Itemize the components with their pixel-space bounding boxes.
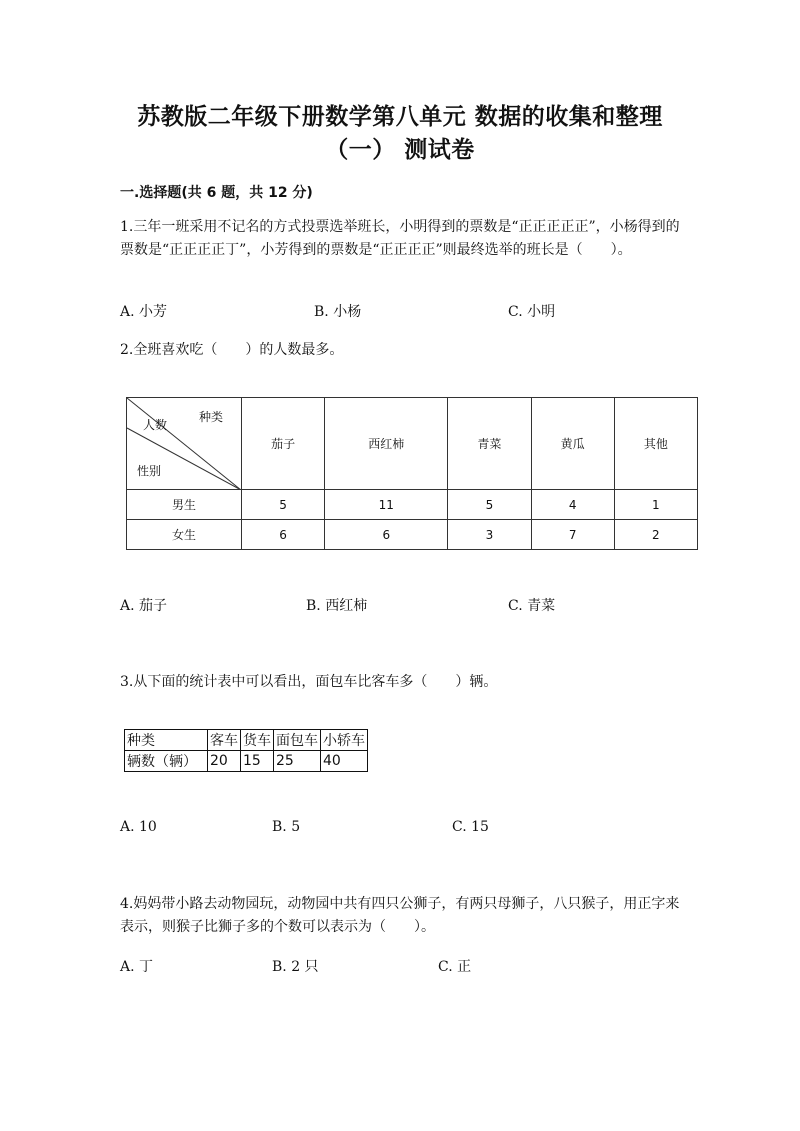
table-cell: 4 (531, 490, 614, 520)
table-cell: 6 (242, 520, 325, 550)
q1-option-b[interactable]: B. 小杨 (314, 304, 362, 320)
corner-label-gender: 性别 (137, 464, 162, 478)
table-header-cell: 青菜 (448, 398, 531, 490)
table-header-cell: 客车 (208, 730, 241, 751)
q3-vehicle-table (124, 729, 368, 772)
table-cell: 6 (325, 520, 448, 550)
question-4-text: 4.妈妈带小路去动物园玩，动物园中共有四只公狮子，有两只母狮子，八只猴子，用正字来表示，则猴子比狮子多的个数可以表示为（ ）。 (120, 896, 680, 935)
q2-vegetable-table (126, 397, 698, 550)
section-heading: 一.选择题(共 6 题，共 12 分) (120, 185, 313, 201)
table-header-cell: 茄子 (242, 398, 325, 490)
table-cell: 1 (614, 490, 697, 520)
table-cell: 20 (208, 751, 241, 772)
q2-table-corner-cell (127, 398, 242, 490)
page-title-line2: （一） 测试卷 (325, 137, 475, 163)
question-2-text: 2.全班喜欢吃（ ）的人数最多。 (120, 342, 344, 358)
table-cell: 25 (274, 751, 321, 772)
row-label: 辆数（辆） (125, 751, 208, 772)
table-header-cell: 其他 (614, 398, 697, 490)
question-3-text: 3.从下面的统计表中可以看出，面包车比客车多（ ）辆。 (120, 674, 498, 690)
table-cell: 2 (614, 520, 697, 550)
table-cell: 5 (448, 490, 531, 520)
table-cell: 15 (241, 751, 274, 772)
q4-option-b[interactable]: B. 2 只 (272, 959, 319, 975)
table-header-cell: 西红柿 (325, 398, 448, 490)
table-header-cell: 货车 (241, 730, 274, 751)
table-row (127, 520, 698, 550)
q4-option-c[interactable]: C. 正 (438, 959, 472, 975)
table-cell: 3 (448, 520, 531, 550)
question-1-text: 1.三年一班采用不记名的方式投票选举班长，小明得到的票数是“正正正正正”，小杨得到的票数是“正正正正丁”，小芳得到的票数是“正正正正”则最终选举的班长是（ ）。 (120, 219, 680, 258)
table-cell: 40 (321, 751, 368, 772)
q3-option-b[interactable]: B. 5 (272, 819, 301, 835)
row-label: 女生 (127, 520, 242, 550)
q3-option-c[interactable]: C. 15 (452, 819, 489, 835)
page-title-line1: 苏教版二年级下册数学第八单元 数据的收集和整理 (137, 104, 663, 130)
q4-option-a[interactable]: A. 丁 (120, 959, 154, 975)
q2-option-a[interactable]: A. 茄子 (120, 598, 168, 614)
table-cell: 5 (242, 490, 325, 520)
table-cell: 7 (531, 520, 614, 550)
q1-option-a[interactable]: A. 小芳 (120, 304, 168, 320)
corner-label-category: 种类 (199, 410, 224, 424)
row-label: 男生 (127, 490, 242, 520)
q2-option-c[interactable]: C. 青菜 (508, 598, 556, 614)
table-cell: 11 (325, 490, 448, 520)
q3-option-a[interactable]: A. 10 (120, 819, 157, 835)
table-header-cell: 种类 (125, 730, 208, 751)
table-header-cell: 面包车 (274, 730, 321, 751)
table-header-cell: 小轿车 (321, 730, 368, 751)
corner-label-count: 人数 (143, 418, 168, 432)
q1-option-c[interactable]: C. 小明 (508, 304, 556, 320)
table-row (125, 730, 368, 751)
q2-option-b[interactable]: B. 西红柿 (306, 598, 368, 614)
table-row (125, 751, 368, 772)
table-row (127, 490, 698, 520)
table-header-cell: 黄瓜 (531, 398, 614, 490)
